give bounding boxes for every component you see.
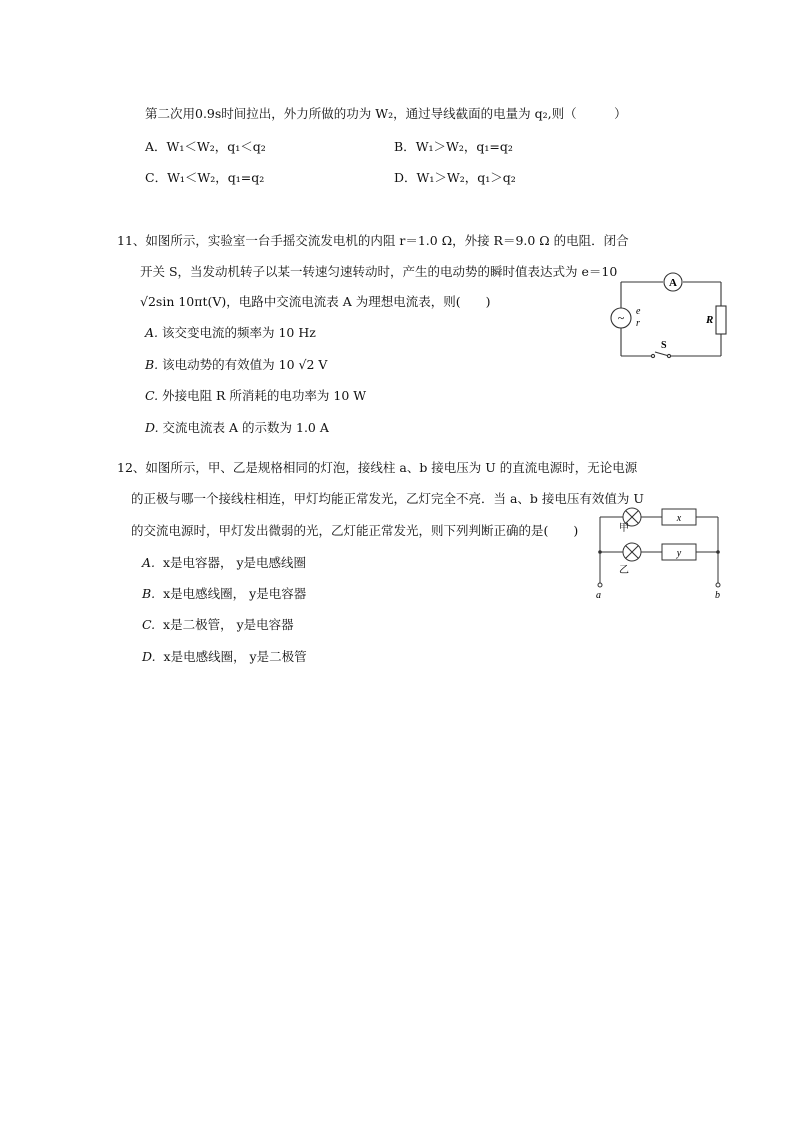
q11-option-b[interactable]	[145, 355, 327, 373]
q11-circuit-diagram	[605, 268, 735, 360]
option-text: W₁＜W₂，q₁=q₂	[167, 170, 265, 185]
option-text: W₁＜W₂，q₁＜q₂	[166, 139, 266, 154]
option-label: A．	[145, 139, 167, 154]
resistor-symbol	[716, 306, 726, 334]
resistor-label: R	[706, 314, 714, 326]
option-text: x是二极管， y是电容器	[163, 617, 294, 632]
box-x-label: x	[676, 513, 682, 524]
terminal-a-label: a	[596, 590, 601, 600]
option-text: x是电感线圈， y是二极管	[163, 649, 307, 664]
q11-option-a[interactable]	[145, 323, 316, 341]
option-label: C.	[142, 617, 156, 632]
option-label: B.	[145, 357, 159, 372]
q10-option-b[interactable]	[394, 137, 513, 155]
option-text: x是电容器， y是电感线圈	[162, 555, 307, 570]
option-label: C．	[145, 170, 168, 185]
option-label: C.	[145, 388, 159, 403]
lamp-jia-label: 甲	[619, 523, 629, 534]
source-label: ~	[617, 311, 625, 325]
ammeter-label: A	[669, 277, 677, 289]
q12-option-b[interactable]	[142, 584, 306, 602]
q11-stem-line-3: √2sin 10πt(V)，电路中交流电流表 A 为理想电流表，则( )	[140, 294, 491, 309]
box-y-label: y	[676, 548, 682, 559]
option-text: 交流电流表 A 的示数为 1.0 A	[162, 420, 329, 435]
q10-option-a[interactable]	[145, 137, 266, 155]
option-text: 该交变电流的频率为 10 Hz	[162, 325, 316, 340]
option-text: 该电动势的有效值为 10 √2 V	[162, 357, 328, 372]
q11-stem-line-2: 开关 S，当发动机转子以某一转速匀速转动时，产生的电动势的瞬时值表达式为 e＝10	[140, 264, 618, 279]
q10-stem-line: 第二次用0.9s时间拉出，外力所做的功为 W₂，通过导线截面的电量为 q₂,则（ ）	[145, 106, 627, 121]
q12-stem-line-3: 的交流电源时，甲灯发出微弱的光，乙灯能正常发光，则下列判断正确的是( )	[131, 523, 579, 538]
terminal-b-label: b	[715, 590, 720, 600]
option-label: A.	[142, 555, 156, 570]
q10-option-d[interactable]	[394, 168, 516, 186]
option-label: B.	[142, 586, 156, 601]
q12-option-a[interactable]	[142, 553, 306, 571]
q12-option-d[interactable]	[142, 647, 307, 665]
option-label: D.	[145, 420, 159, 435]
option-label: D.	[142, 649, 156, 664]
q12-option-c[interactable]	[142, 615, 294, 633]
switch-label: S	[661, 340, 667, 351]
q11-option-c[interactable]	[145, 386, 366, 404]
q12-circuit-diagram	[590, 505, 730, 600]
option-label: D．	[394, 170, 417, 185]
internal-resistance-label: r	[636, 318, 640, 329]
q10-option-c[interactable]	[145, 168, 264, 186]
q12-stem-line-2: 的正极与哪一个接线柱相连，甲灯均能正常发光，乙灯完全不亮．当 a、b 接电压有效值为 U	[131, 491, 644, 506]
option-label: A.	[145, 325, 159, 340]
option-text: W₁＞W₂，q₁＞q₂	[416, 170, 516, 185]
q11-option-d[interactable]	[145, 418, 329, 436]
option-text: x是电感线圈， y是电容器	[163, 586, 307, 601]
emf-label: e	[636, 306, 641, 317]
lamp-yi-label: 乙	[619, 565, 629, 576]
option-text: W₁＞W₂，q₁=q₂	[415, 139, 513, 154]
q12-stem-line-1: 12、如图所示，甲、乙是规格相同的灯泡，接线柱 a、b 接电压为 U 的直流电源时，无论电源	[117, 460, 638, 475]
option-text: 外接电阻 R 所消耗的电功率为 10 W	[162, 388, 367, 403]
q11-stem-line-1: 11、如图所示，实验室一台手摇交流发电机的内阻 r＝1.0 Ω，外接 R＝9.0 Ω 的电阻．闭合	[117, 233, 629, 248]
option-label: B．	[394, 139, 416, 154]
